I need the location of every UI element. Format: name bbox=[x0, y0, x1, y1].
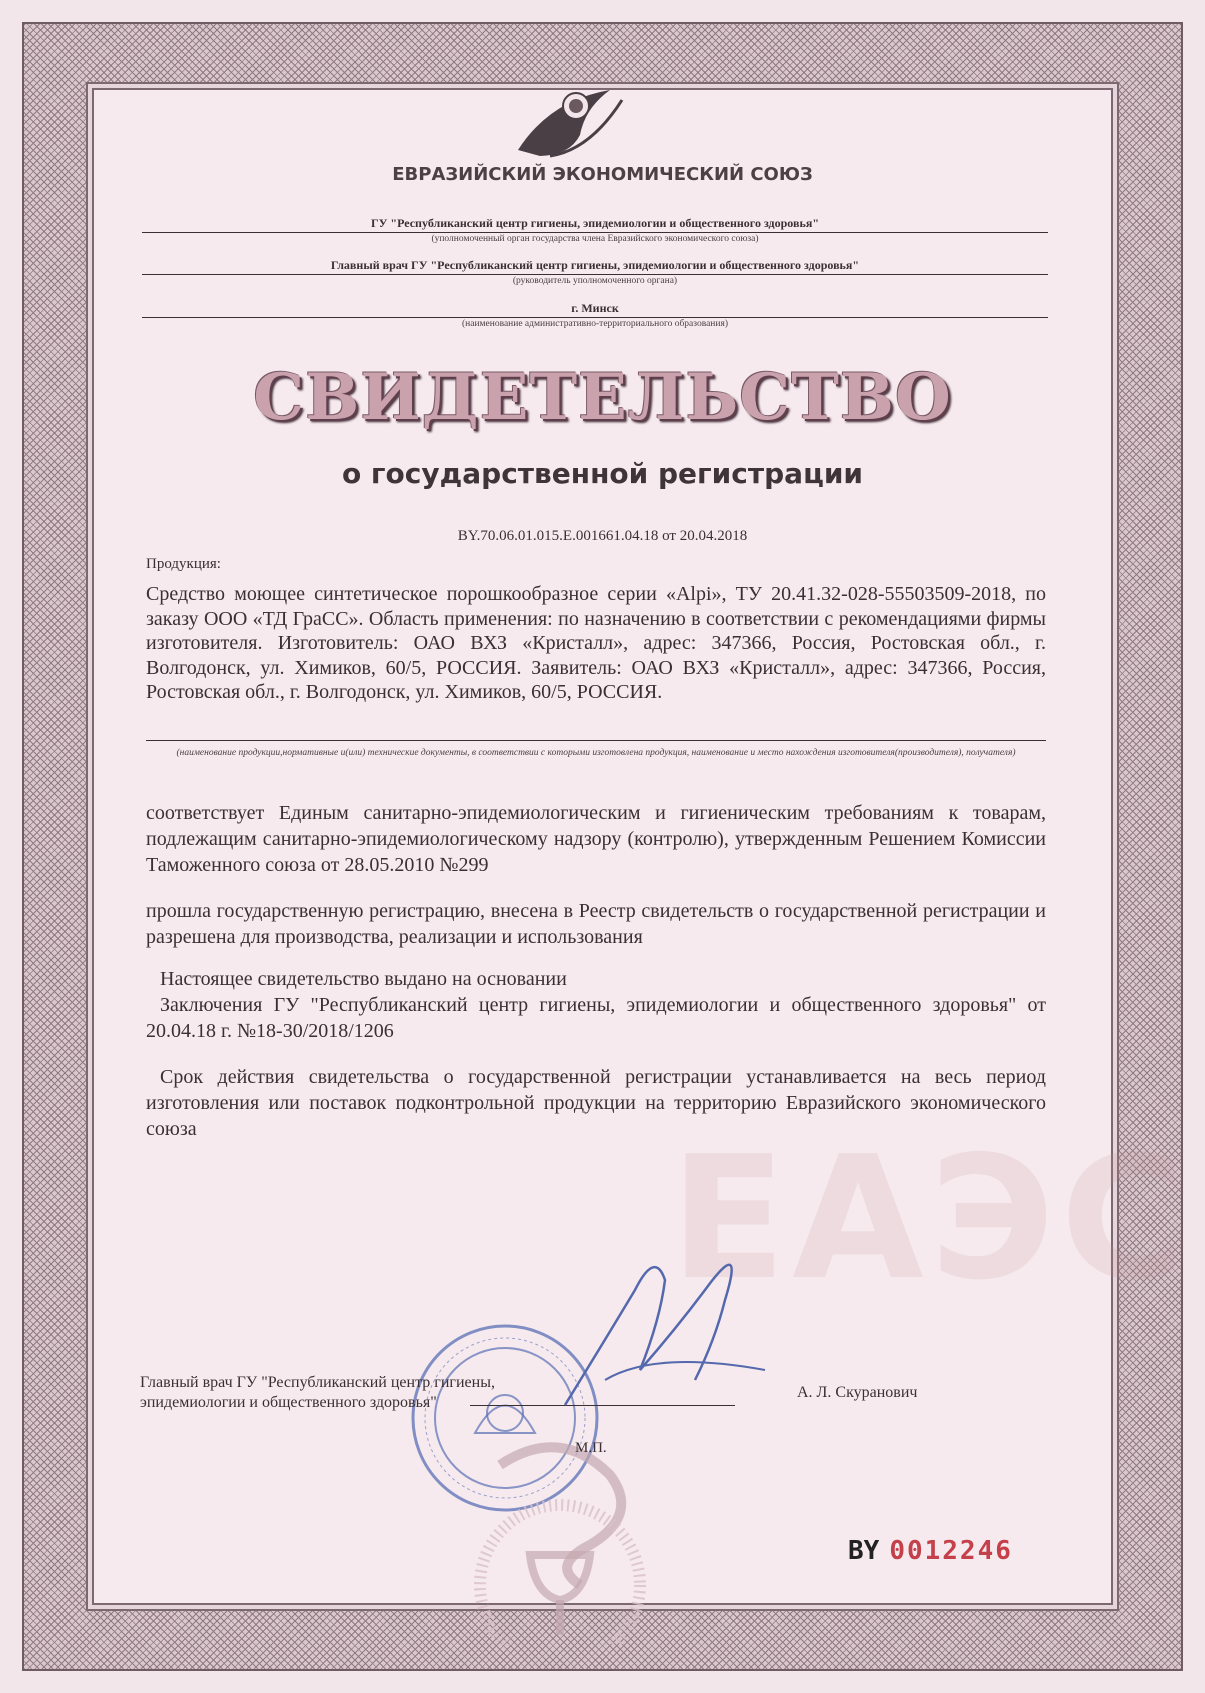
registration-number: BY.70.06.01.015.Е.001661.04.18 от 20.04.2018 bbox=[457, 528, 748, 544]
serial-digits: 0012246 bbox=[889, 1536, 1013, 1566]
handwritten-signature bbox=[545, 1230, 785, 1435]
stamp-place-mark: М.П. bbox=[575, 1440, 607, 1456]
organ-head-note: (руководитель уполномоченного органа) bbox=[512, 276, 678, 286]
product-note: (наименование продукции,нормативные и(или) технические документы, в соответствии с которыми изготовлена продукция, наименование и место нахождения изготовителя(производителя), получателя) bbox=[176, 748, 1016, 758]
product-label: Продукция: bbox=[146, 556, 221, 572]
city: г. Минск bbox=[142, 301, 1048, 318]
organ-head: Главный врач ГУ "Республиканский центр гигиены, эпидемиологии и общественного здоровья" bbox=[142, 258, 1048, 275]
signer-name: А. Л. Скуранович bbox=[797, 1384, 918, 1401]
product-description: Средство моющее синтетическое порошкообразное серии «Alpi», ТУ 20.41.32-028-55503509-2018, по заказу ООО «ТД ГраСС». Область применения: по назначению в соответствии с рекомендациями фирмы изготовителя. Изготовитель: ОАО ВХЗ «Кристалл», адрес: 347366, Россия, Ростовская обл., г. Волгодонск, ул. Химиков, 60/5, РОССИЯ. Заявитель: ОАО ВХЗ «Кристалл», адрес: 347366, Россия, Ростовская обл., г. Волгодонск, ул. Химиков, 60/5, РОССИЯ. bbox=[146, 583, 1046, 703]
authorized-organ: ГУ "Республиканский центр гигиены, эпидемиологии и общественного здоровья" bbox=[142, 216, 1048, 233]
registration-paragraph: прошла государственную регистрацию, внесена в Реестр свидетельств о государственной регистрации и разрешена для производства, реализации и использования bbox=[146, 900, 1046, 948]
document-title: СВИДЕТЕЛЬСТВО bbox=[253, 360, 952, 435]
basis-paragraph: Заключения ГУ "Республиканский центр гигиены, эпидемиологии и общественного здоровья" от 20.04.18 г. №18-30/2018/1206 bbox=[146, 994, 1046, 1042]
union-name: ЕВРАЗИЙСКИЙ ЭКОНОМИЧЕСКИЙ СОЮЗ bbox=[392, 164, 813, 185]
authorized-organ-note: (уполномоченный орган государства члена Евразийского экономического союза) bbox=[431, 234, 759, 244]
eaeu-logo-icon bbox=[510, 80, 630, 165]
signer-position: Главный врач ГУ "Республиканский центр гигиены, эпидемиологии и общественного здоровья" bbox=[140, 1374, 495, 1411]
serial-number bbox=[848, 1536, 1013, 1566]
compliance-paragraph: соответствует Единым санитарно-эпидемиологическим и гигиеническим требованиям к товарам, подлежащим санитарно-эпидемиологическому надзору (контролю), утвержденным Решением Комиссии Таможенного союза от 28.05.2010 №299 bbox=[146, 802, 1046, 876]
product-underline bbox=[146, 740, 1046, 741]
basis-intro: Настоящее свидетельство выдано на основании bbox=[160, 968, 567, 990]
bowl-of-hygieia-icon bbox=[470, 1435, 650, 1650]
document-subtitle: о государственной регистрации bbox=[341, 457, 864, 490]
eaeu-watermark: ЕАЭС bbox=[670, 1120, 1192, 1318]
validity-paragraph: Срок действия свидетельства о государственной регистрации устанавливается на весь период изготовления или поставок подконтрольной продукции на территорию Евразийского экономического союза bbox=[146, 1066, 1046, 1140]
serial-prefix: BY bbox=[848, 1536, 880, 1566]
city-note: (наименование административно-территориального образования) bbox=[461, 319, 728, 329]
